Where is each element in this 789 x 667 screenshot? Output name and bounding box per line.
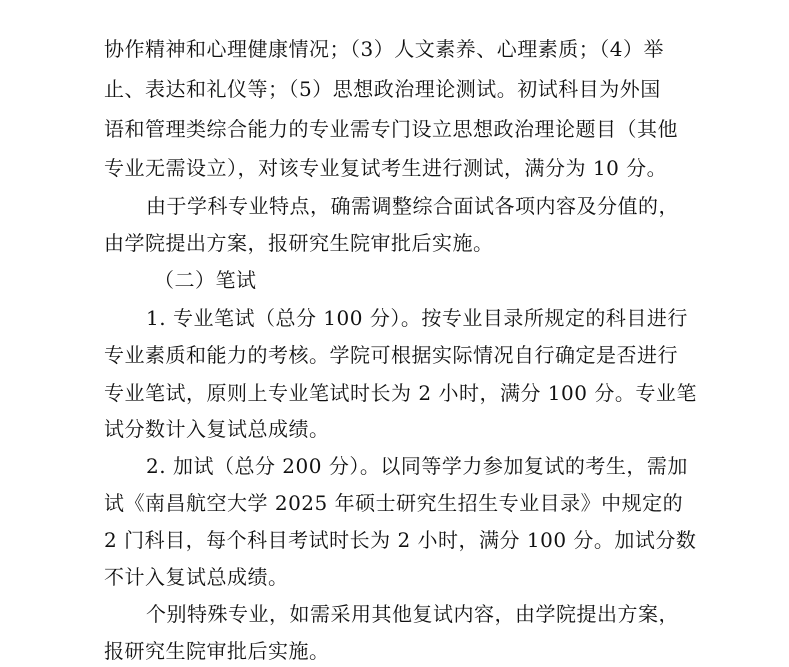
text-line: 试《南昌航空大学 2025 年硕士研究生招生专业目录》中规定的 <box>104 491 684 515</box>
text-line: 语和管理类综合能力的专业需专门设立思想政治理论题目（其他 <box>104 117 678 141</box>
text-line: 协作精神和心理健康情况；（3）人文素养、心理素质；（4）举 <box>104 37 664 61</box>
text-line: 试分数计入复试总成绩。 <box>104 417 330 441</box>
paragraph-first-line: 2. 加试（总分 200 分）。以同等学力参加复试的考生，需加 <box>146 454 688 478</box>
section-heading: （二）笔试 <box>154 268 257 292</box>
text-line: 不计入复试总成绩。 <box>104 565 289 589</box>
paragraph-first-line: 由于学科专业特点，确需调整综合面试各项内容及分值的， <box>146 194 679 218</box>
text-line: 2 门科目，每个科目考试时长为 2 小时，满分 100 分。加试分数 <box>104 528 697 552</box>
text-line: 止、表达和礼仪等；（5）思想政治理论测试。初试科目为外国 <box>104 77 661 101</box>
text-line: 专业素质和能力的考核。学院可根据实际情况自行确定是否进行 <box>104 343 678 367</box>
text-line: 专业笔试，原则上专业笔试时长为 2 小时，满分 100 分。专业笔 <box>104 381 697 405</box>
paragraph-first-line: 1. 专业笔试（总分 100 分）。按专业目录所规定的科目进行 <box>146 306 688 330</box>
paragraph-first-line: 个别特殊专业，如需采用其他复试内容，由学院提出方案， <box>146 602 679 626</box>
text-line: 专业无需设立），对该专业复试考生进行测试，满分为 10 分。 <box>104 156 668 180</box>
text-line: 由学院提出方案，报研究生院审批后实施。 <box>104 231 494 255</box>
text-line: 报研究生院审批后实施。 <box>104 639 330 663</box>
